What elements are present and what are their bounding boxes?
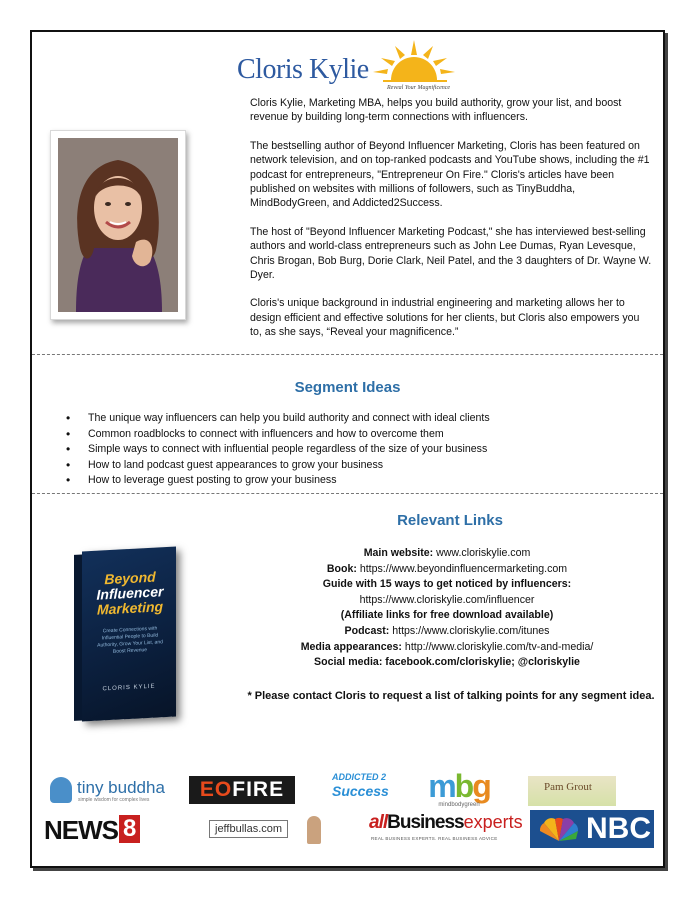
news-word: NEWS [44,815,118,845]
social-label: Social media: [314,656,383,669]
media-line [255,640,639,656]
logo-brand-part1: Cloris [237,54,309,85]
book-link[interactable]: https://www.beyondinfluencermarketing.com [359,562,568,575]
allbusiness-experts-logo [369,812,523,846]
book-title-line1: Beyond [104,568,156,588]
segment-ideas-heading: Segment Ideas [294,379,401,396]
contact-note: * Please contact Cloris to request a list of talking points for any segment idea. [247,690,655,702]
list-item: • How to land podcast guest appearances to grow your business [58,458,618,474]
news-number: 8 [119,815,140,843]
allbusiness-experts: experts [463,812,523,832]
eofire-eo: EO [199,778,233,801]
bio-paragraph: The host of "Beyond Influencer Marketing Podcast," she has interviewed best-selling authors and world-class entrepreneurs such as John Lee Dumas, Ryan Levesque, Chris Brogan, Bob Burg, Dorie Clark, Neil Patel, and the 3 daughters of Dr. Wayne W. Dyer. [250,225,652,282]
list-item: • Simple ways to connect with influential people regardless of the size of your business [58,442,618,458]
eofire-fire: FIRE [232,778,285,801]
section-divider [32,493,663,494]
cloris-kylie-logo [237,40,457,94]
media-label: Media appearances: [300,640,402,653]
author-photo [58,138,178,312]
portrait-illustration [58,138,178,312]
book-cover-image [82,547,176,722]
book-cover-title [88,569,172,618]
book-title-line2: Influencer [96,583,164,603]
list-item: • Common roadblocks to connect with influencers and how to overcome them [58,427,618,443]
book-title-line3: Marketing [96,598,164,618]
allbusiness-tagline: REAL BUSINESS EXPERTS. REAL BUSINESS ADVICE [371,836,498,841]
book-spine [74,554,82,720]
media-link[interactable]: http://www.cloriskylie.com/tv-and-media/ [404,640,594,653]
relevant-links [255,546,639,671]
book-cover-subtitle: Create Connections with Influential People to Build Authority, Grow Your List, and Boost Revenue [97,625,163,655]
book-label: Book: [326,562,357,575]
list-item: • How to leverage guest posting to grow your business [58,473,618,489]
logo-tagline: Reveal Your Magnificence [387,85,451,91]
guide-link[interactable]: https://www.cloriskylie.com/influencer [359,593,535,606]
author-bio [250,96,652,354]
logo-brand-part2: Kylie [308,54,369,85]
author-photo-frame [50,130,186,320]
allbusiness-wordmark: allBusiness [369,812,464,833]
buddha-icon [50,777,72,803]
bio-paragraph: Cloris's unique background in industrial engineering and marketing allows her to design efficient and effective solutions for her clients, but Cloris also empowers you to, as she says, “Reveal your magnificence.” [250,297,640,339]
nbc-logo [530,810,654,848]
tinybuddha-tagline: simple wisdom for complex lives [78,797,150,803]
section-divider [32,354,663,355]
bio-paragraph: Cloris Kylie, Marketing MBA, helps you build authority, grow your list, and boost revenue by building long-term connections with influencers. [250,97,622,124]
jeffbullas-wordmark: jeffbullas.com [209,820,288,838]
sun-icon [373,40,455,88]
book-line [255,562,639,578]
addicted-bottom: Success [332,783,389,799]
book-cover-author: CLORIS KYLIE [102,683,156,693]
jeff-avatar-icon [307,816,321,844]
social-line [255,655,639,671]
mbg-wordmark: mbg [428,768,490,804]
social-link[interactable]: facebook.com/cloriskylie; @cloriskylie [385,656,580,669]
bio-paragraph: The bestselling author of Beyond Influencer Marketing, Cloris has been featured on network television, and on top-ranked podcasts and YouTube shows, including the #1 podcast for entrepreneurs, "Entrepreneur On Fire." Cloris's articles have been published on websites with millions of followers, such as TinyBuddha, MindBodyGreen, and Addicted2Success. [250,139,650,210]
mbg-sub: mindbodygreen [438,802,480,808]
pamgrout-wordmark: Pam Grout [544,781,592,793]
pamgrout-logo [528,776,616,806]
guide-label: Guide with 15 ways to get noticed by influencers: [322,578,572,591]
tinybuddha-logo [50,775,168,807]
segment-ideas-list [58,411,618,489]
mindbodygreen-logo [422,770,496,810]
main-website-link[interactable]: www.cloriskylie.com [436,547,531,559]
jeffbullas-logo [209,816,323,846]
list-item: • The unique way influencers can help you build authority and connect with ideal clients [58,411,618,427]
podcast-link[interactable]: https://www.cloriskylie.com/itunes [392,624,550,637]
addicted-top: ADDICTED 2 [332,772,387,782]
podcast-line [255,624,639,640]
main-website-label: Main website: [363,547,434,559]
logo-wordmark [237,54,369,86]
main-website-line [255,546,639,562]
tinybuddha-wordmark: tiny buddha [77,778,165,797]
podcast-label: Podcast: [344,624,390,637]
peacock-icon [538,815,580,843]
news8-logo [44,815,140,845]
affiliate-note: (Affiliate links for free download available) [340,609,554,622]
relevant-links-heading: Relevant Links [397,512,503,529]
eofire-logo [189,776,295,804]
addicted2success-logo [332,772,389,808]
nbc-wordmark: NBC [586,812,651,845]
